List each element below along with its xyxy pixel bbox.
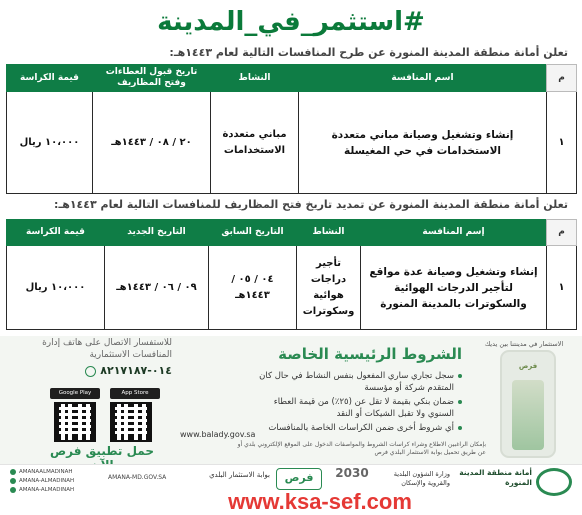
site-url[interactable]: AMANA-MD.GOV.SA: [108, 474, 167, 481]
col-header-date: تاريخ قبول العطاءات وفتح المظاريف: [93, 65, 211, 92]
store-badges: [50, 388, 160, 432]
row-num: ١: [547, 246, 577, 330]
ministry-logo: وزارة الشؤون البلدية والقروية والإسكان: [393, 470, 450, 487]
phone-number-text: ٠١٤-٨٢١٧١٨٧: [100, 364, 172, 377]
tender-name: إنشاء وتشغيل وصيانة عدة مواقع لتأجير الدرجات الهوائية والسكوترات بالمدينة المنورة: [361, 246, 547, 330]
twitter-icon: [10, 469, 16, 475]
promo-note: بإمكان الراغبين الاطلاع وشراء كراسات الشروط والمواصفات الدخول على الموقع الإلكتروني بلدي أو عن طريق تحميل بوابة الاستثمار البلدي فرص: [237, 441, 486, 456]
col-header-new-date: التاريخ الجديد: [105, 220, 209, 246]
conditions-list: [247, 370, 462, 436]
list-item: سجل تجاري ساري المفعول بنفس النشاط في حال كان المتقدم شركة أو مؤسسة: [247, 370, 462, 394]
col-header-price: قيمة الكراسة: [7, 220, 105, 246]
tender-activity: مباني متعددة الاستخدامات: [211, 92, 299, 194]
contact-text: للاستفسار الاتصال على هاتف إدارة المنافسات الاستثمارية: [42, 338, 172, 360]
google-play-button[interactable]: Google Play: [50, 388, 100, 399]
furas-logo: فرص: [276, 468, 322, 490]
tender-date: ٢٠ / ٠٨ / ١٤٤٣هـ: [93, 92, 211, 194]
social-instagram[interactable]: AMANA-ALMADINAH: [10, 477, 102, 486]
qr-code-icon: [54, 402, 96, 442]
qr-code-icon: [110, 402, 152, 442]
watermark: www.ksa-sef.com: [228, 489, 412, 514]
phone-icon: [500, 350, 556, 458]
list-item: ضمان بنكي بقيمة لا تقل عن (٢٥٪) من قيمة العطاء السنوي ولا تقبل الشيكات أو النقد: [247, 396, 462, 420]
col-header-name: اسم المنافسة: [299, 65, 547, 92]
row-num: ١: [547, 92, 577, 194]
download-cta[interactable]: حمل تطبيق فرص: [49, 444, 155, 458]
balady-link[interactable]: www.balady.gov.sa: [180, 430, 256, 439]
portal-logo: بوابة الاستثمار البلدي: [209, 471, 270, 479]
amana-logo: أمانة منطقة المدينة المنورة: [459, 468, 532, 487]
tender-price: ١٠،٠٠٠ ريال: [7, 92, 93, 194]
table-row: [7, 246, 577, 330]
app-store-button[interactable]: App Store: [110, 388, 160, 399]
social-youtube[interactable]: AMANA-ALMADINAH: [10, 486, 102, 495]
phone-caption: الاستثمار في مدينتنا بين يديك: [484, 340, 564, 348]
tender-new-date: ٠٩ / ٠٦ / ١٤٤٣هـ: [105, 246, 209, 330]
tower-image: [512, 380, 544, 450]
col-header-activity: النشاط: [211, 65, 299, 92]
col-header-name: إسم المنافسة: [361, 220, 547, 246]
extension-table: [6, 219, 577, 330]
tender-old-date: ٠٤ / ٠٥ / ١٤٤٣هـ: [209, 246, 297, 330]
phone-number[interactable]: [14, 364, 172, 377]
col-header-num: م: [547, 220, 577, 246]
tenders-table: [6, 64, 577, 194]
col-header-activity: النشاط: [297, 220, 361, 246]
section2-intro: تعلن أمانة منطقة المدينة المنورة عن تمديد تاريخ فتح المظاريف للمنافسات التالية لعام ١٤٤٣هـ:: [54, 198, 568, 211]
furas-app-logo: فرص: [518, 362, 538, 370]
youtube-icon: [10, 487, 16, 493]
phone-icon: [85, 366, 96, 377]
col-header-old-date: التاريخ السابق: [209, 220, 297, 246]
app-phone-mockup: [472, 340, 576, 460]
table-row: [7, 92, 577, 194]
col-header-price: قيمة الكراسة: [7, 65, 93, 92]
contact-block: [14, 337, 172, 377]
social-twitter[interactable]: AMANAALMADINAH: [10, 468, 102, 477]
col-header-num: م: [547, 65, 577, 92]
tender-name: إنشاء وتشغيل وصيانة مباني متعددة الاستخدامات في حي المغيسلة: [299, 92, 547, 194]
tender-price: ١٠،٠٠٠ ريال: [7, 246, 105, 330]
instagram-icon: [10, 478, 16, 484]
list-item: أي شروط أخرى ضمن الكراسات الخاصة بالمنافسات: [247, 422, 462, 434]
vision-2030-logo: 2030: [335, 466, 369, 480]
tender-activity: تأجير دراجات هوائية وسكوترات: [297, 246, 361, 330]
section1-intro: تعلن أمانة منطقة المدينة المنورة عن طرح المنافسات التالية لعام ١٤٤٣هـ:: [169, 46, 568, 59]
conditions-title: الشروط الرئيسية الخاصة: [278, 345, 462, 363]
page-title: #استثمر_في_المدينة: [157, 7, 425, 37]
